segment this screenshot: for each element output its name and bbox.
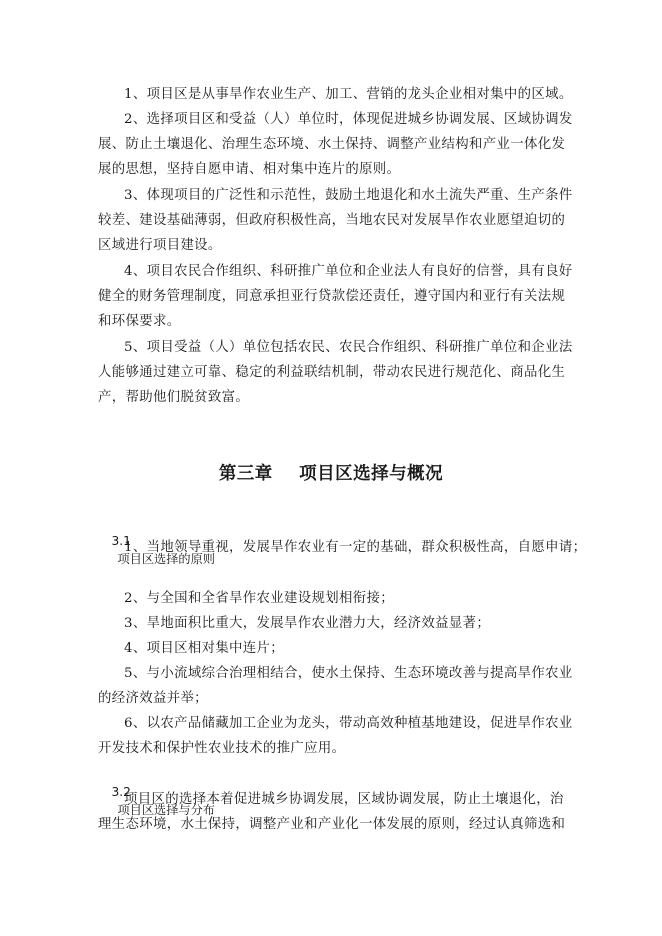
section-3-2-number: 3.2 (111, 785, 131, 799)
criteria-2-line-1: 2、选择项目区和受益（人）单位时，体现促进城乡协调发展、区域协调发 (124, 112, 573, 127)
principle-1-line-1: 1、当地领导重视，发展旱作农业有一定的基础，群众积极性高，自愿申请； (124, 540, 587, 555)
principle-6-line-2: 开发技术和保护性农业技术的推广应用。 (98, 741, 346, 756)
criteria-3-line-1: 3、体现项目的广泛性和示范性，鼓励土地退化和水土流失严重、生产条件 (124, 188, 573, 203)
principle-5-line-1: 5、与小流域综合治理相结合，使水土保持、生态环境改善与提高旱作农业 (124, 666, 573, 681)
section-3-1-title: 项目区选择的原则 (117, 552, 215, 566)
distribution-paragraph-line-1: 项目区的选择本着促进城乡协调发展，区域协调发展，防止土壤退化，治 (124, 792, 564, 807)
principle-3-line-1: 3、旱地面积比重大，发展旱作农业潜力大，经济效益显著； (124, 616, 491, 631)
principle-2-line-1: 2、与全国和全省旱作农业建设规划相衔接； (124, 591, 394, 606)
criteria-4-line-2: 健全的财务管理制度，同意承担亚行贷款偿还责任，遵守国内和亚行有关法规 (98, 289, 566, 304)
distribution-paragraph-line-2: 理生态环境，水土保持，调整产业和产业化一体发展的原则，经过认真筛选和 (98, 817, 566, 832)
criteria-5-line-2: 人能够通过建立可靠、稳定的利益联结机制，带动农民进行规范化、商品化生 (98, 365, 566, 380)
criteria-5-line-3: 产，帮助他们脱贫致富。 (98, 390, 250, 405)
criteria-4-line-3: 和环保要求。 (98, 314, 181, 329)
chapter-title: 第三章 项目区选择与概况 (218, 464, 444, 484)
principle-6-line-1: 6、以农产品储藏加工企业为龙头，带动高效种植基地建设，促进旱作农业 (124, 716, 573, 731)
section-3-1-number: 3.1 (111, 534, 131, 548)
principle-4-line-1: 4、项目区相对集中连片； (124, 641, 285, 656)
criteria-5-line-1: 5、项目受益（人）单位包括农民、农民合作组织、科研推广单位和企业法 (124, 340, 573, 355)
principle-5-line-2: 的经济效益并举； (98, 691, 208, 706)
criteria-1-line-1: 1、项目区是从事旱作农业生产、加工、营销的龙头企业相对集中的区域。 (124, 87, 573, 102)
criteria-3-line-3: 区域进行项目建设。 (98, 238, 222, 253)
criteria-3-line-2: 较差、建设基础薄弱，但政府积极性高，当地农民对发展旱作农业愿望迫切的 (98, 213, 566, 228)
section-3-2-title: 项目区选择与分布 (117, 803, 215, 817)
criteria-2-line-2: 展、防止土壤退化、治理生态环境、水土保持、调整产业结构和产业一体化发 (98, 137, 566, 152)
criteria-4-line-1: 4、项目农民合作组织、科研推广单位和企业法人有良好的信誉，具有良好 (124, 264, 573, 279)
criteria-2-line-3: 展的思想，坚持自愿申请、相对集中连片的原则。 (98, 162, 401, 177)
